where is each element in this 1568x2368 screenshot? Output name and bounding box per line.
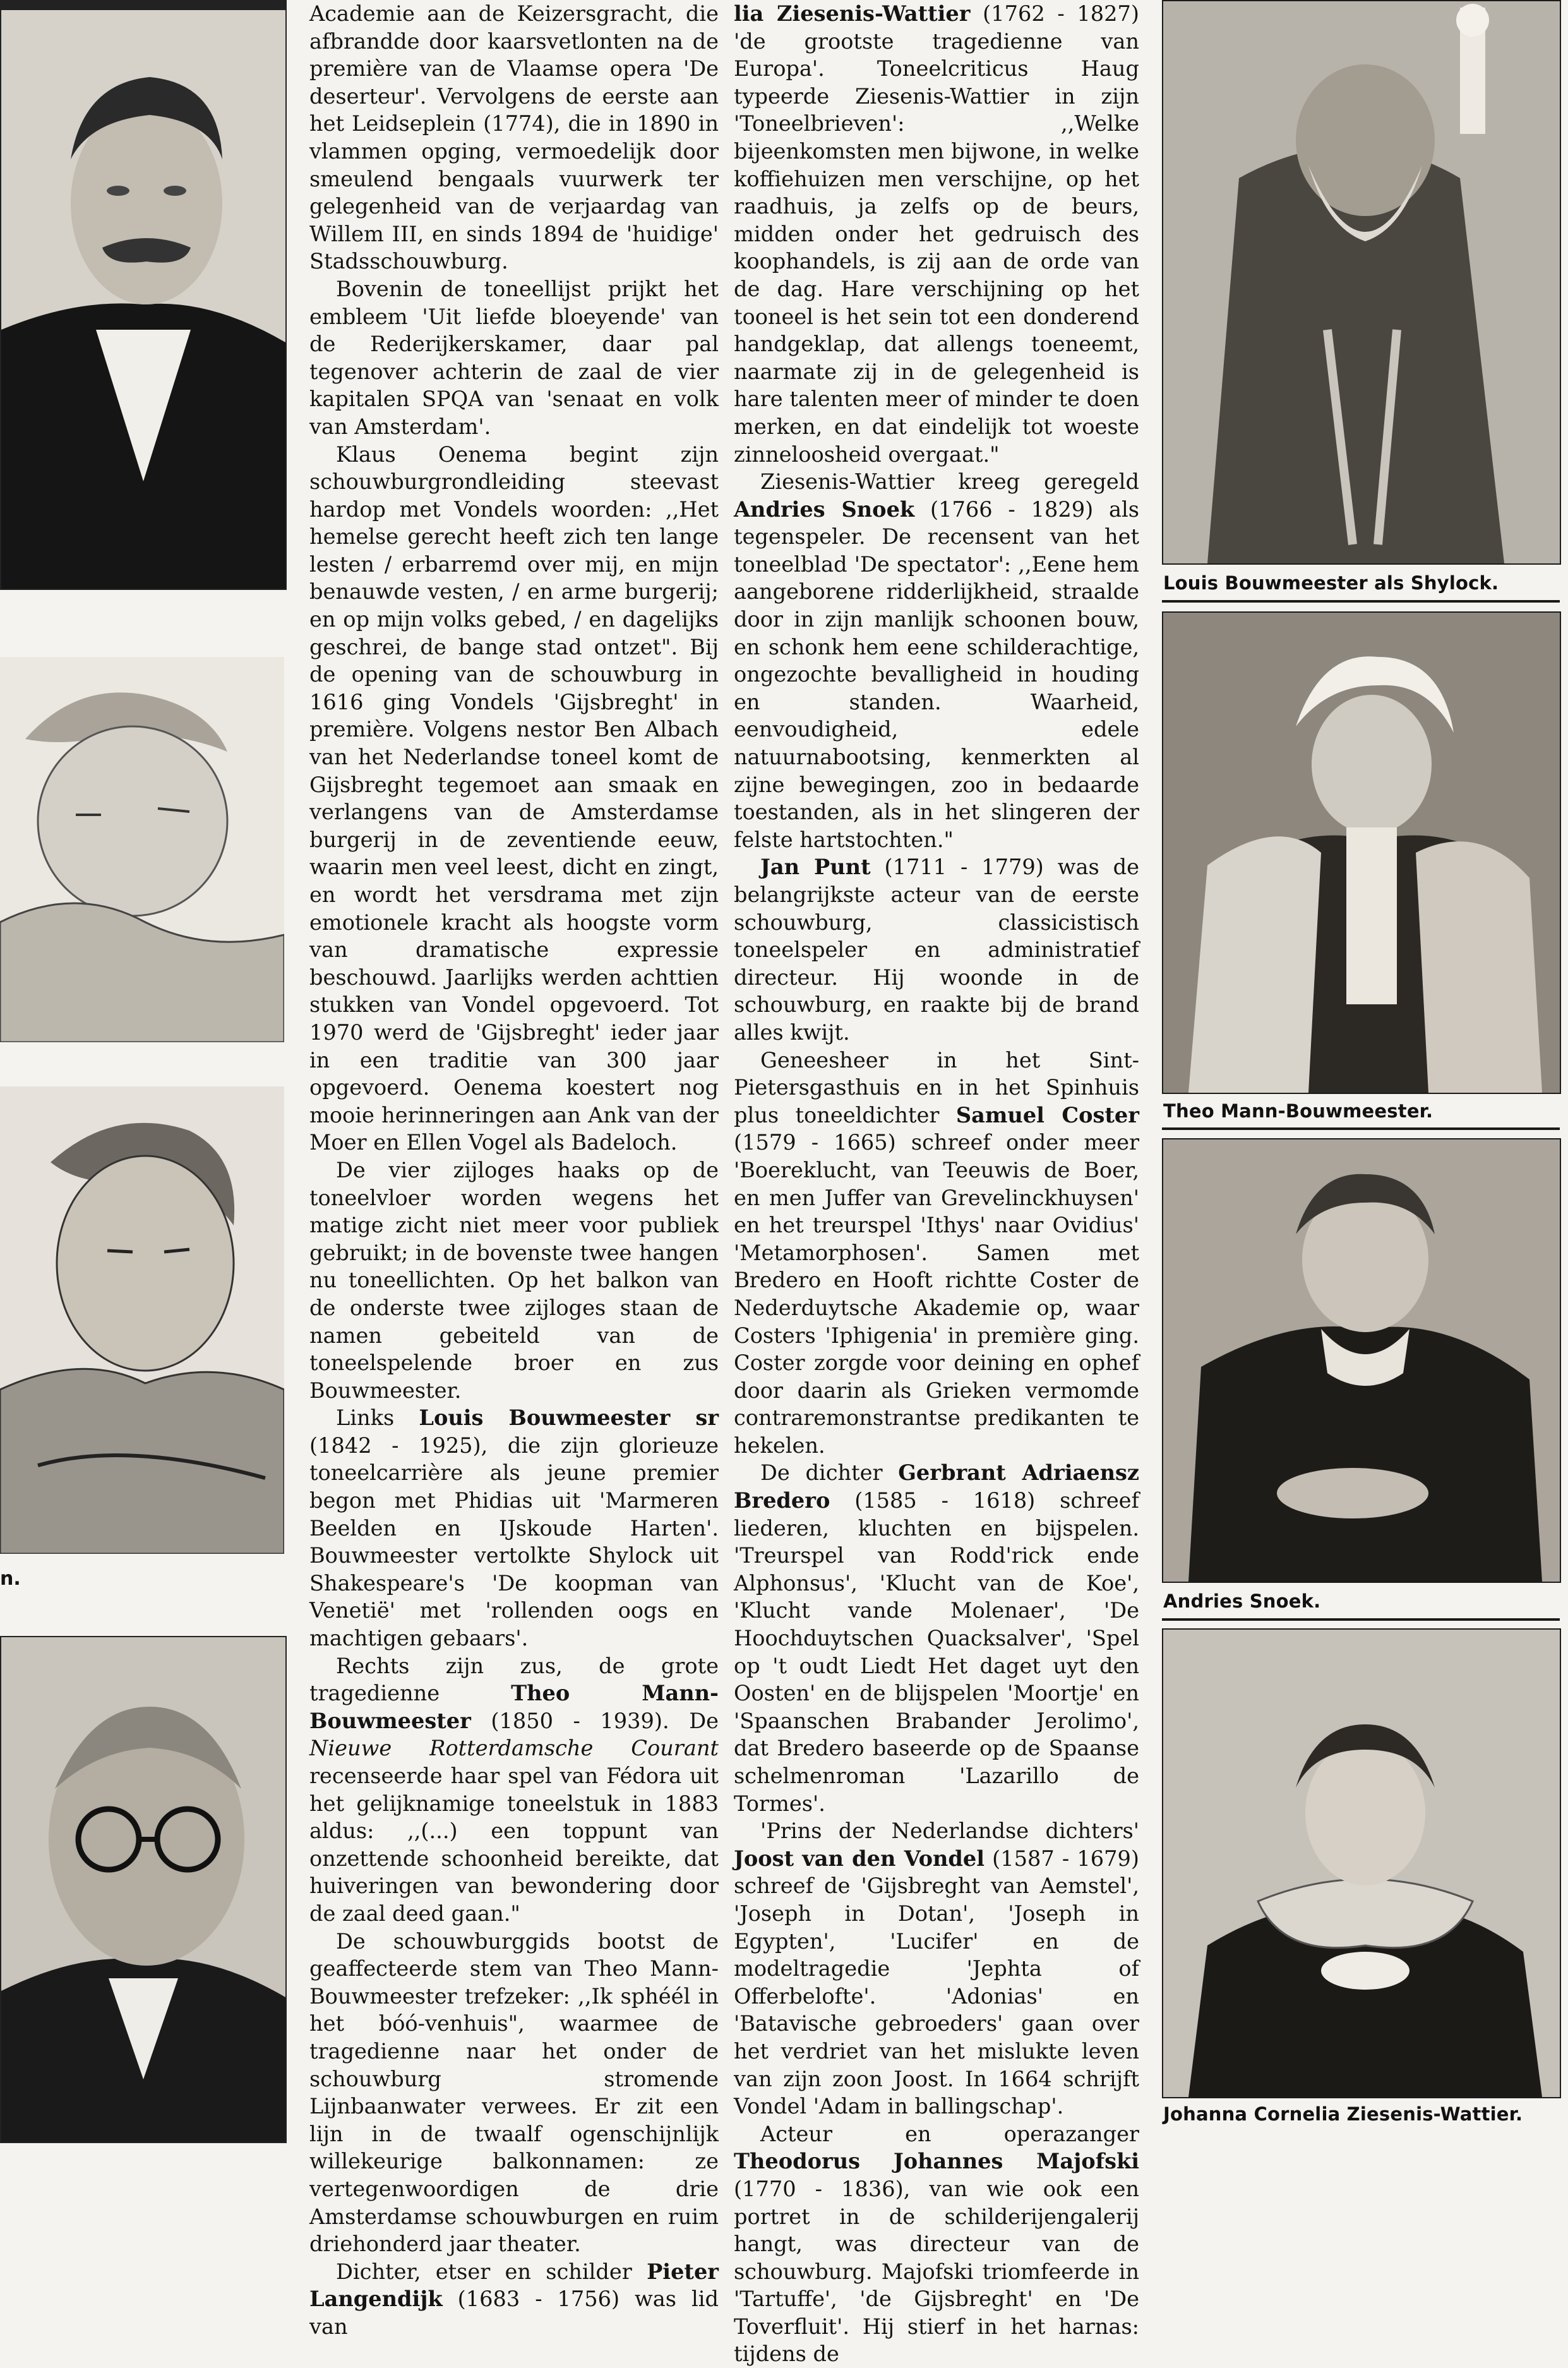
text-run: (1579 - 1665) schreef onder meer 'Boereklucht, van Teeuwis de Boer, en men Juffer van Grevelinckhuysen' en het treurspel 'Ithys' naar Ovidius' 'Metamorphosen'. Samen met Bredero en Hooft richtte Coster de Nederduytsche Akademie op, waar Costers 'Iphigenia' in première ging. Coster zorgde voor deining en ophef door daarin als Grieken vermomde contraremonstrantse predikanten te hekelen. [734,1130,1139,1458]
text-run: Ziesenis-Wattier kreeg geregeld [760,469,1139,495]
paragraph [734,1047,1139,1460]
paragraph [734,1817,1139,2120]
text-run: 'Prins der Nederlandse dichters' [760,1818,1139,1844]
text-run: Acteur en operazanger [760,2121,1139,2146]
caption-rule [1162,1618,1560,1621]
portrait-photo-4 [0,1636,287,2143]
person-name: Theo Mann-Bouwmeester [309,1680,719,1733]
paragraph [734,1459,1139,1817]
paragraph [734,853,1139,1046]
text-column-2 [734,0,1139,2368]
text-run: recenseerde haar spel van Fédora uit het gelijknamige toneelstuk in 1883 aldus: ,,(...) een toppunt van onzettende schoonheid bereikte, dat huiveringen van bewondering door de zaal deed gaan." [309,1764,719,1926]
left-caption-fragment: n. [0,1568,21,1590]
text-run: Rechts zijn zus, de grote tragedienne [309,1653,719,1706]
person-name: Andries Snoek [734,496,915,522]
caption-rule [1162,600,1560,603]
paragraph [734,0,1139,468]
paragraph: De vier zijloges haaks op de toneelvloer worden wegens het matige zicht niet meer voor publiek gebruikt; in de bovenste twee hangen nu toneellichten. Op het balkon van de onderste twee zijloges staan de namen gebeiteld van de toneelspelende broer en zus Bouwmeester. [309,1157,719,1403]
text-run: (1587 - 1679) schreef de 'Gijsbreght van Aemstel', 'Joseph in Dotan', 'Joseph in Egypten', 'Lucifer' en de modeltragedie 'Jephta of Offerbelofte'. 'Adonias' en 'Batavische gebroeders' gaan over het verdriet van het mislukte leven van zijn zoon Joost. In 1664 schrijft Vondel 'Adam in ballingschap'. [734,1846,1139,2119]
text-run: Dichter, etser en schilder [336,2259,647,2284]
person-name: Theodorus Johannes Majofski [734,2148,1139,2174]
paragraph [309,1404,719,1652]
text-run: De dichter [760,1460,899,1486]
text-run: Geneesheer in het Sint-Pietersgasthuis en in het Spinhuis plus toneeldichter [734,1047,1139,1127]
photo-andries-snoek [1162,1138,1561,1583]
paragraph: Bovenin de toneellijst prijkt het embleem 'Uit liefde bloeyende' van de Rederijkerskamer, daar pal tegenover achterin de zaal de vier kapitalen SPQA van 'senaat en volk van Amsterdam'. [309,276,719,439]
caption-johanna: Johanna Cornelia Ziesenis-Wattier. [1163,2103,1523,2125]
person-name: Joost van den Vondel [734,1845,984,1871]
text-run: (1683 - 1756) was lid van [309,2287,719,2339]
caption-snoek: Andries Snoek. [1163,1590,1321,1612]
caption-shylock: Louis Bouwmeester als Shylock. [1163,572,1499,594]
text-run: (1842 - 1925), die zijn glorieuze toneelcarrière als jeune premier begon met Phidias uit 'Marmeren Beelden en IJskoude Harten'. Bouwmeester vertolkte Shylock uit Shakespeare's 'De koopman van Venetië' met 'rollenden oogs en machtigen gebaars'. [309,1433,719,1651]
paragraph [734,2120,1139,2368]
person-name: Jan Punt [760,854,871,880]
person-name: Louis Bouwmeester sr [419,1405,719,1431]
paragraph: Klaus Oenema begint zijn schouwburgrondleiding steevast hardop met Vondels woorden: ,,Het hemelse gerecht heeft zich ten lange lesten / erbarremd over mij, en mijn benauwde vesten, / en arme burgerij; en op mijn volks gebed, / en dagelijks geschrei, de bange stad ontzet". Bij de opening van de schouwburg in 1616 ging Vondels 'Gijsbreght' in première. Volgens nestor Ben Albach van het Nederlandse toneel komt de Gijsbreght tegemoet aan smaak en verlangens van de Amsterdamse burgerij in de zeventiende eeuw, waarin men veel leest, dicht en zingt, en wordt het versdrama met zijn emotionele kracht als hoogste vorm van dramatische expressie beschouwd. Jaarlijks werden achttien stukken van Vondel opgevoerd. Tot 1970 werd de 'Gijsbreght' ieder jaar in een traditie van 300 jaar opgevoerd. Oenema koestert nog mooie herinneringen aan Ank van der Moer en Ellen Vogel als Badeloch. [309,442,719,1155]
person-name: Samuel Coster [955,1102,1139,1127]
text-run: (1711 - 1779) was de belangrijkste acteur van de eerste schouwburg, classicistisch toneelspeler en administratief directeur. Hij woonde in de schouwburg, en raakte bij de brand alles kwijt. [734,855,1139,1045]
text-run: (1585 - 1618) schreef liederen, kluchten en bijspelen. 'Treurspel van Rodd'rick ende Alphonsus', 'Klucht van de Koe', 'Klucht vande Molenaer', 'De Hoochduytschen Quacksalver', 'Spel op 't oudt Liedt Het daget uyt den Oosten' en de blijspelen 'Moortje' en 'Spaanschen Brabander Jerolimo', dat Bredero baseerde op de Spaanse schelmenroman 'Lazarillo de Tormes'. [734,1488,1139,1816]
portrait-photo-1 [0,0,287,590]
person-name: Pieter Langendijk [309,2258,719,2312]
paragraph [734,468,1139,853]
text-run: (1766 - 1829) als tegenspeler. De recensent van het toneelblad 'De spectator': ,,Eene hem aangeborene ridderlijkheid, straalde door in zijn manlijk schoonen bouw, en schonk hem eene schilderachtige, ongezochte bevalligheid in houding en standen. Waarheid, eenvoudigheid, edele natuurnabootsing, kenmerkten al zijne bewegingen, zoo in bedaarde toestanden, als in het slingeren der felste hartstochten." [734,496,1139,852]
photo-theo-mann-bouwmeester [1162,611,1561,1094]
text-run: (1770 - 1836), van wie ook een portret in de schilderijengalerij hangt, was directeur van de schouwburg. Majofski triomfeerde in 'Tartuffe', 'de Gijsbreght' en 'De Toverfluit'. Hij stierf in het harnas: tijdens de [734,2176,1139,2367]
paragraph: De schouwburggids bootst de geaffecteerde stem van Theo Mann-Bouwmeester trefzeker: ,,Ik sphéél in het bóó-venhuis", waarmee de tragedienne naar het onder de schouwburg stromende Lijnbaanwater verwees. Er zit een lijn in de twaalf ogenschijnlijk willekeurige balkonnamen: ze vertegenwoordigen de drie Amsterdamse schouwburgen en ruim driehonderd jaar theater. [309,1928,719,2257]
photo-johanna-ziesenis-wattier [1162,1628,1561,2098]
portrait-photo-2 [0,657,284,1042]
caption-rule [1162,1127,1560,1130]
text-run: (1850 - 1939). De [470,1708,719,1733]
newspaper-title: Nieuwe Rotterdamsche Courant [309,1736,719,1761]
text-run: (1762 - 1827) 'de grootste tragedienne van Europa'. Toneelcriticus Haug typeerde Ziesenis-Wattier in zijn 'Toneelbrieven': ,,Welke bijeenkomsten men bijwone, in welke koffiehuizen men verschijne, op het raadhuis, ja zelfs op de beurs, midden onder het gedruisch des koophandels, is zij aan de orde van de dag. Hare verschijning op het tooneel is het sein tot een donderend handgeklap, dat allengs toeneemt, naarmate zij in de gelegenheid is hare talenten meer of minder te doen merken, en dat eindelijk tot woeste zinneloosheid overgaat." [734,1,1139,467]
text-column-1 [309,0,719,2340]
caption-theo: Theo Mann-Bouwmeester. [1163,1100,1433,1122]
paragraph [309,2258,719,2341]
paragraph: Academie aan de Keizersgracht, die afbrandde door kaarsvetlonten na de première van de Vlaamse opera 'De deserteur'. Vervolgens de eerste aan het Leidseplein (1774), die in 1890 in vlammen opging, vermoedelijk door smeulend bengaals vuurwerk ter gelegenheid van de verjaardag van Willem III, en sinds 1894 de 'huidige' Stadsschouwburg. [309,1,719,274]
person-name: lia Ziesenis-Wattier [734,1,971,26]
photo-shylock [1162,0,1561,565]
text-run: Links [336,1405,419,1431]
person-name: Gerbrant Adriaensz Bredero [734,1460,1139,1513]
paragraph [309,1652,719,1928]
portrait-photo-3 [0,1086,284,1554]
